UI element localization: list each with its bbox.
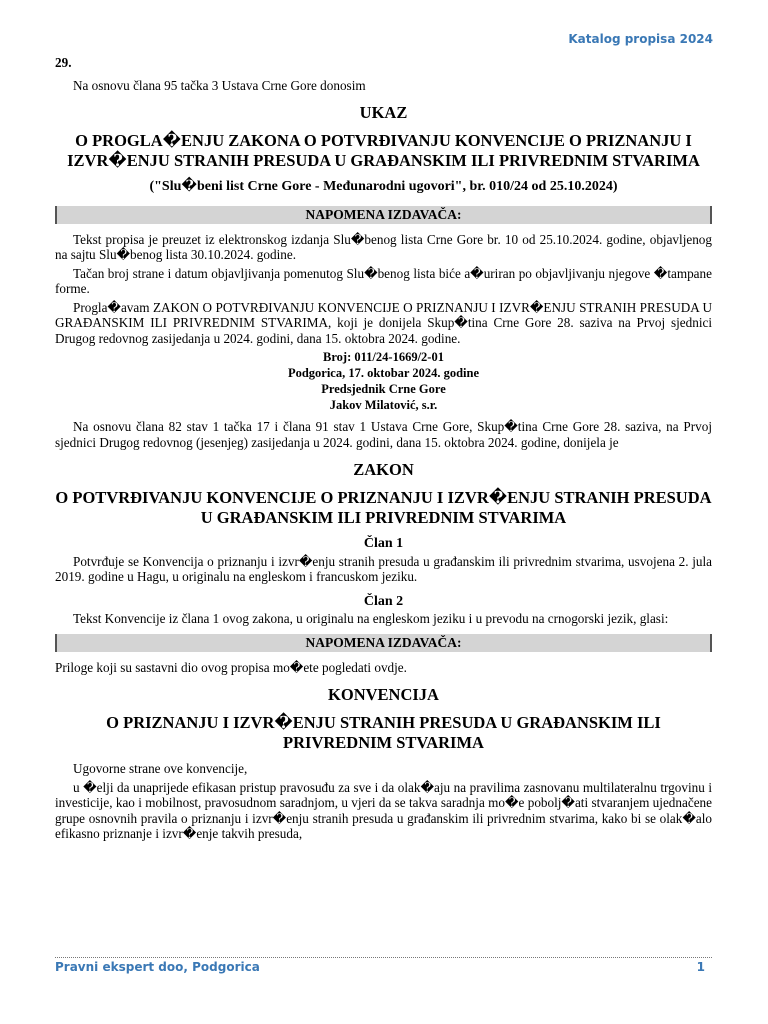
law-basis-text: Na osnovu člana 82 stav 1 tačka 17 i člana 91 stav 1 Ustava Crne Gore, Skup�tina Crne Gore 28. saziva, na Prvoj sjednici Drugog redovnog (jesenjeg) zasijedanja u 2024. godini, dana 15. oktobra 2024. godine, donijela je (55, 419, 712, 450)
footer-divider (55, 957, 712, 958)
parties-text: Ugovorne strane ove konvencije, (73, 761, 248, 776)
ukaz-heading: UKAZ (359, 103, 408, 122)
article-1-text: Potvrđuje se Konvencija o priznanju i izvr�enju stranih presuda u građanskim ili privrednim stvarima, usvojena 2. jula 2019. godine u Hagu, u originalu na engleskom i francuskom jeziku. (55, 553, 712, 584)
article-2-text: Tekst Konvencije iz člana 1 ovog zakona, u originalu na engleskom jeziku i u prevodu na crnogorski jezik, glasi: (73, 611, 669, 626)
attachments-link[interactable]: Priloge koji su sastavni dio ovog propisa mo�ete pogledati ovdje. (55, 659, 407, 675)
ukaz-title: O PROGLA�ENJU ZAKONA O POTVRĐIVANJU KONVENCIJE O PRIZNANJU I IZVR�ENJU STRANIH PRESUDA U GRAĐANSKIM ILI PRIVREDNIM STVARIMA (67, 131, 700, 170)
intro-text: Na osnovu člana 95 tačka 3 Ustava Crne Gore donosim (73, 77, 366, 93)
document-body (55, 55, 712, 845)
note-paragraph-2: Tačan broj strane i datum objavljivanja pomenutog Slu�benog lista biće a�uriran po objavljivanju njegove �tampane forme. (55, 265, 712, 296)
preamble-text: u �elji da unaprijede efikasan pristup pravosuđu za sve i da olak�aju na pravilima zasnovanu multilateralnu trgovinu i investicije, kao i mobilnost, pravosudnom saradnjom, u vjeri da se takva saradnja mo�e pobolj�ati stvaranjem ujednačene grupe osnovnih pravila o priznanju i izvr�enju stranih presuda u građanskim ili privrednim stvarima, kako bi se olak�alo efikasno priznanje i izvr�enje takvih presuda, (55, 779, 712, 841)
zakon-heading: ZAKON (353, 460, 414, 479)
publisher-note-bar-2: NAPOMENA IZDAVAČA: (55, 634, 712, 652)
konvencija-heading: KONVENCIJA (328, 685, 439, 704)
article-1-heading: Član 1 (363, 536, 404, 551)
zakon-title: O POTVRĐIVANJU KONVENCIJE O PRIZNANJU I IZVR�ENJU STRANIH PRESUDA U GRAĐANSKIM ILI PRIVREDNIM STVARIMA (55, 488, 712, 527)
page-number: 1 (696, 960, 705, 974)
proclamation-text: Progla�avam ZAKON O POTVRĐIVANJU KONVENCIJE O PRIZNANJU I IZVR�ENJU STRANIH PRESUDA U GRAĐANSKIM ILI PRIVREDNIM STVARIMA, koji je donijela Skup�tina Crne Gore 28. saziva na Prvoj sjednici Drugog redovnog zasijedanja u 2024. godini, dana 15. oktobra 2024. godine. (55, 299, 712, 346)
president-title: Predsjednik Crne Gore (321, 382, 446, 396)
note-paragraph-1: Tekst propisa je preuzet iz elektronskog izdanja Slu�benog lista Crne Gore br. 10 od 25.10.2024. godine, objavljenog na sajtu Slu�benog lista 30.10.2024. godine. (55, 231, 712, 262)
decree-number: Broj: 011/24-1669/2-01 (323, 350, 444, 364)
document-number: 29. (55, 55, 72, 70)
president-name: Jakov Milatović, s.r. (329, 398, 438, 412)
place-date: Podgorica, 17. oktobar 2024. godine (287, 366, 480, 380)
article-2-heading: Član 2 (363, 593, 404, 609)
gazette-reference: ("Slu�beni list Crne Gore - Međunarodni ugovori", br. 010/24 od 25.10.2024) (149, 179, 618, 194)
publisher-note-bar: NAPOMENA IZDAVAČA: (55, 206, 712, 224)
konvencija-title: O PRIZNANJU I IZVR�ENJU STRANIH PRESUDA U GRAĐANSKIM ILI PRIVREDNIM STVARIMA (106, 713, 661, 752)
catalog-header: Katalog propisa 2024 (568, 32, 713, 46)
footer-publisher: Pravni ekspert doo, Podgorica (55, 960, 260, 974)
